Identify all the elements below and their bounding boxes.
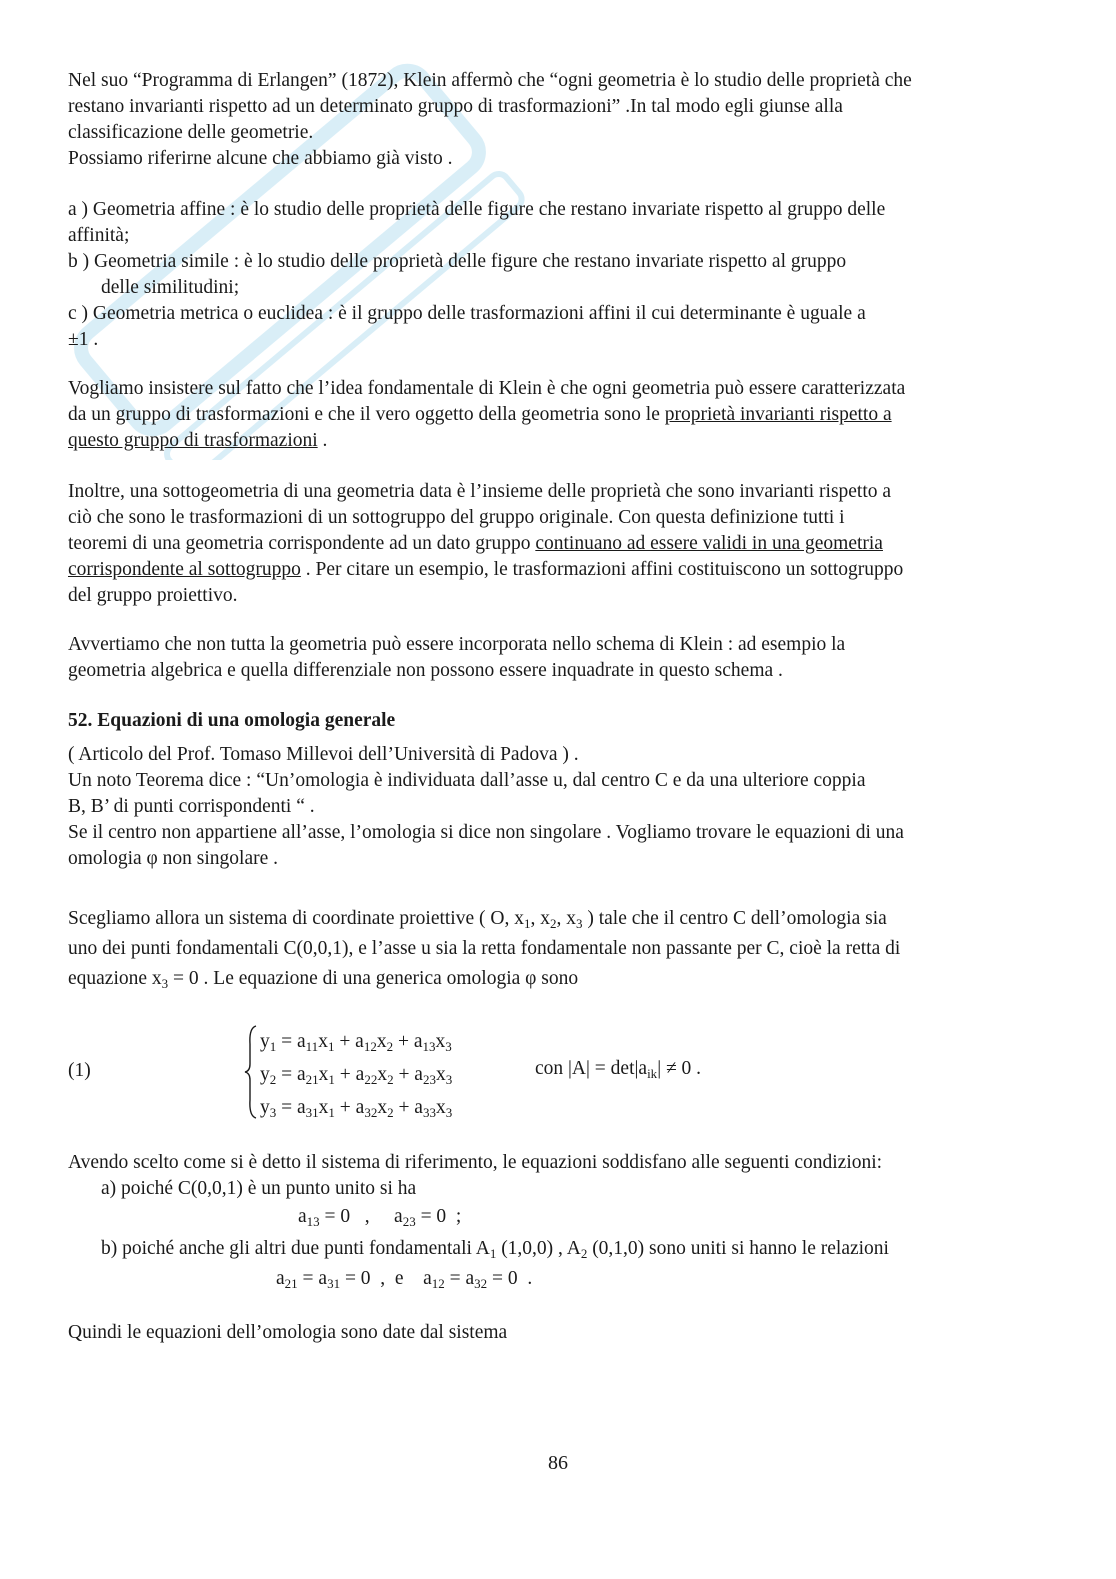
- text-line: Vogliamo insistere sul fatto che l’idea fondamentale di Klein è che ogni geometria può essere caratterizzata: [68, 378, 906, 399]
- text-span: (1,0,0) , A: [496, 1238, 581, 1259]
- equation-system: [260, 1025, 452, 1124]
- warning-paragraph: [68, 632, 1048, 684]
- text-span: teoremi di una geometria corrispondente ad un dato gruppo: [68, 533, 536, 554]
- conditions-paragraph: Avendo scelto come si è detto il sistema di riferimento, le equazioni soddisfano alle seguenti condizioni: a) poiché C(0,0,1) è un punto unito si ha $a_{13} = 0$ , $a_{23} = 0$ ; b) poiché anche gli altri due punti fondamentali $A_1$ (1,0,0) , $A_2$ (0,1,0) sono uniti si hanno le relazioni $a_{21} = a_{31} = 0$ , e $a_{12} = a_{32} = 0$ . Quindi le equazioni dell’omologia sono date dal sistema: [68, 1150, 1048, 1346]
- underlined-text: questo gruppo di trasformazioni: [68, 430, 318, 451]
- brace-icon: [244, 1024, 258, 1120]
- text-line: classificazione delle geometrie.: [68, 122, 314, 143]
- condition-a-relations: $a_{13} = 0$ , $a_{23} = 0$ ;: [298, 1206, 462, 1229]
- text-line: del gruppo proiettivo.: [68, 585, 238, 606]
- text-span: Scegliamo allora un sistema di coordinate proiettive ( O, x: [68, 908, 524, 929]
- text-line: ciò che sono le trasformazioni di un sottogruppo del gruppo originale. Con questa definizione tutti i: [68, 507, 845, 528]
- geometry-list: [68, 197, 1048, 353]
- text-line: Avvertiamo che non tutta la geometria può essere incorporata nello schema di Klein : ad esempio la: [68, 634, 846, 655]
- text-span: .: [317, 430, 328, 451]
- section-52: [68, 708, 1048, 872]
- klein-paragraph: [68, 376, 1048, 454]
- text-span: ik: [647, 1066, 658, 1081]
- equation-row-1: $y_1 = a_{11}x_1 + a_{12}x_2 + a_{13}x_3$: [260, 1031, 452, 1054]
- equation-row-3: $y_3 = a_{31}x_1 + a_{32}x_2 + a_{33}x_3$: [260, 1097, 453, 1120]
- list-item-c: c ) Geometria metrica o euclidea : è il gruppo delle trasformazioni affini il cui determinante è uguale a: [68, 303, 866, 324]
- condition-a: a) poiché C(0,0,1) è un punto unito si ha: [101, 1178, 417, 1199]
- text-span: equazione x: [68, 968, 162, 989]
- text-span: (0,1,0) sono uniti si hanno le relazioni: [587, 1238, 889, 1259]
- text-span: ) tale che il centro C dell’omologia sia: [582, 908, 887, 929]
- determinant-condition: [535, 1058, 701, 1080]
- list-item-a: a ) Geometria affine : è lo studio delle proprietà delle figure che restano invariate rispetto al gruppo delle: [68, 199, 886, 220]
- page-number: 86: [548, 1452, 568, 1474]
- underlined-text: continuano ad essere validi in una geometria: [535, 533, 883, 554]
- equation-number: (1): [68, 1060, 91, 1081]
- subgeometry-paragraph: [68, 479, 1048, 609]
- underlined-text: proprietà invarianti rispetto a: [664, 404, 892, 425]
- condition-b-relations: $a_{21} = a_{31} = 0$ , e $a_{12} = a_{32} = 0$ .: [276, 1268, 533, 1291]
- condition-b: b) poiché anche gli altri due punti fondamentali A: [101, 1238, 490, 1259]
- text-line: Nel suo “Programma di Erlangen” (1872), Klein affermò che “ogni geometria è lo studio delle proprietà che: [68, 70, 912, 91]
- text-span: | ≠ 0 .: [657, 1058, 702, 1079]
- text-line: geometria algebrica e quella differenziale non possono essere inquadrate in questo schema .: [68, 660, 783, 681]
- text-line: Un noto Teorema dice : “Un’omologia è individuata dall’asse u, dal centro C e da una ulteriore coppia: [68, 770, 866, 791]
- text-span: da un gruppo di trasformazioni e che il vero oggetto della geometria sono le: [68, 404, 665, 425]
- text-line: affinità;: [68, 225, 130, 246]
- text-span: . Per citare un esempio, le trasformazioni affini costituiscono un sottogruppo: [300, 559, 904, 580]
- text-line: omologia φ non singolare .: [68, 848, 279, 869]
- text-line: Avendo scelto come si è detto il sistema di riferimento, le equazioni soddisfano alle seguenti condizioni:: [68, 1152, 883, 1173]
- text-line: ( Articolo del Prof. Tomaso Millevoi dell’Università di Padova ) .: [68, 744, 579, 765]
- intro-paragraph: [68, 68, 1048, 172]
- text-line: ±1 .: [68, 329, 99, 350]
- text-span: con |A| = det|a: [535, 1058, 648, 1079]
- text-line: Inoltre, una sottogeometria di una geometria data è l’insieme delle proprietà che sono invarianti rispetto a: [68, 481, 892, 502]
- list-item-b: b ) Geometria simile : è lo studio delle proprietà delle figure che restano invariate rispetto al gruppo: [68, 251, 847, 272]
- text-line: Se il centro non appartiene all’asse, l’omologia si dice non singolare . Vogliamo trovare le equazioni di una: [68, 822, 904, 843]
- text-line: Possiamo riferirne alcune che abbiamo già visto .: [68, 148, 453, 169]
- text-line: restano invarianti rispetto ad un determinato gruppo di trasformazioni” .In tal modo egli giunse alla: [68, 96, 843, 117]
- section-heading: 52. Equazioni di una omologia generale: [68, 710, 396, 731]
- text-span: = 0 . Le equazione di una generica omologia φ sono: [168, 968, 579, 989]
- equation-row-2: $y_2 = a_{21}x_1 + a_{22}x_2 + a_{23}x_3$: [260, 1064, 453, 1087]
- coordinates-paragraph: Scegliamo allora un sistema di coordinate proiettive ( O, $x_1$, $x_2$, $x_3$ ) tale che il centro C dell’omologia sia uno dei punti fondamentali C(0,0,1), e l’asse u sia la retta fondamentale non passante per C, cioè la retta di equazione $x_3 = 0$ . Le equazione di una generica omologia φ sono: [68, 904, 1048, 994]
- text-line: uno dei punti fondamentali C(0,0,1), e l’asse u sia la retta fondamentale non passante per C, cioè la retta di: [68, 938, 901, 959]
- underlined-text: corrispondente al sottogruppo: [68, 559, 301, 580]
- text-line: B, B’ di punti corrispondenti “ .: [68, 796, 315, 817]
- text-line: Quindi le equazioni dell’omologia sono date dal sistema: [68, 1322, 508, 1343]
- text-line: delle similitudini;: [101, 277, 240, 298]
